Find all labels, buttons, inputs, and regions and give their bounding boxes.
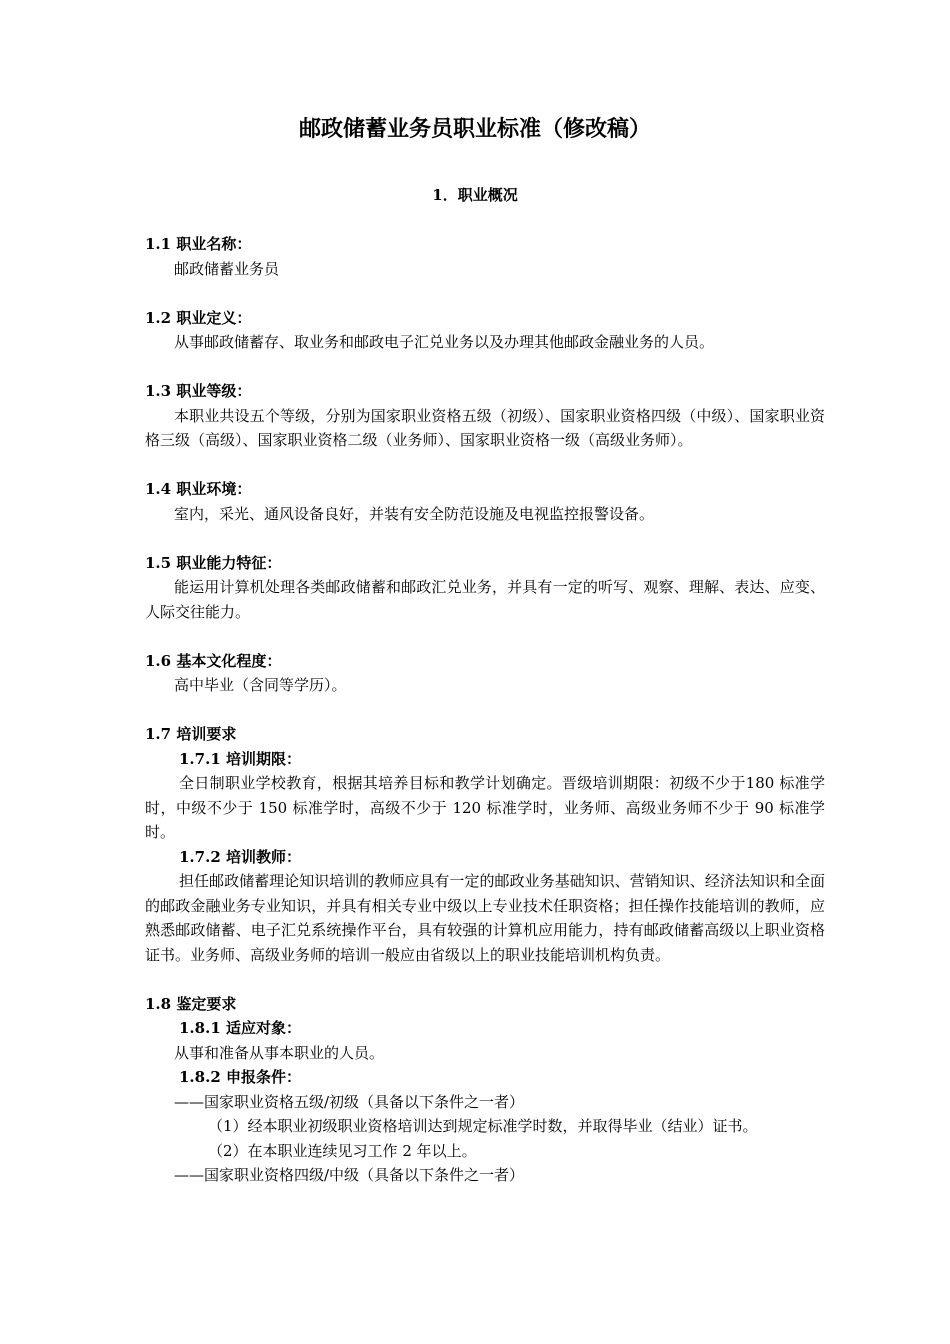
list-item: （1）经本职业初级职业资格培训达到规定标准学时数，并取得毕业（结业）证书。 (208, 1117, 758, 1135)
section-text-1-1: 邮政储蓄业务员 (174, 259, 280, 278)
section-heading-1-7-2: 1.7.2 培训教师： (179, 847, 301, 866)
document-body (145, 232, 825, 1188)
section-heading-1-6: 1.6 基本文化程度： (145, 651, 282, 670)
level5-heading: ——国家职业资格五级/初级（具备以下条件之一者） (174, 1092, 525, 1111)
section-heading-1-8-1: 1.8.1 适应对象： (179, 1019, 301, 1037)
document-title: 邮政储蓄业务员职业标准（修改稿） (298, 117, 651, 142)
section-heading-1-2: 1.2 职业定义： (145, 308, 252, 327)
section-text-1-8-1: 从事和准备从事本职业的人员。 (174, 1043, 385, 1062)
section-heading-1-7: 1.7 培训要求 (145, 725, 237, 743)
section-text-1-6: 高中毕业（含同等学历）。 (174, 676, 347, 694)
section-heading-1-3: 1.3 职业等级： (145, 382, 252, 400)
section-text-1-2: 从事邮政储蓄存、取业务和邮政电子汇兑业务以及办理其他邮政金融业务的人员。 (174, 333, 715, 351)
section-text-1-3: 本职业共设五个等级，分别为国家职业资格五级（初级）、国家职业资格四级（中级）、国家职业资格三级（高级）、国家职业资格二级（业务师）、国家职业资格一级（高级业务师）。 (145, 406, 825, 449)
section-heading-1-7-1: 1.7.1 培训期限： (179, 749, 301, 768)
chapter-heading: 1．职业概况 (432, 186, 518, 204)
section-text-1-7-2: 担任邮政储蓄理论知识培训的教师应具有一定的邮政业务基础知识、营销知识、经济法知识和全面的邮政金融业务专业知识，并具有相关专业中级以上专业技术任职资格；担任操作技能培训的教师，应熟悉邮政储蓄、电子汇兑系统操作平台，具有较强的计算机应用能力，持有邮政储蓄高级以上职业资格证书。业务师、高级业务师的培训一般应由省级以上的职业技能培训机构负责。 (145, 872, 825, 964)
section-heading-1-4: 1.4 职业环境： (145, 480, 252, 498)
section-heading-1-1: 1.1 职业名称： (145, 235, 252, 253)
section-heading-1-8-2: 1.8.2 申报条件： (179, 1068, 301, 1086)
section-text-1-5: 能运用计算机处理各类邮政储蓄和邮政汇兑业务，并具有一定的听写、观察、理解、表达、应变、人际交往能力。 (145, 578, 825, 621)
section-text-1-4: 室内，采光、通风设备良好，并装有安全防范设施及电视监控报警设备。 (174, 504, 655, 523)
section-heading-1-8: 1.8 鉴定要求 (145, 994, 237, 1013)
list-item: （2）在本职业连续见习工作 2 年以上。 (208, 1141, 477, 1160)
section-heading-1-5: 1.5 职业能力特征： (145, 553, 282, 572)
section-text-1-7-1: 全日制职业学校教育，根据其培养目标和教学计划确定。晋级培训期限：初级不少于180 标准学时，中级不少于 150 标准学时，高级不少于 120 标准学时，业务师、高级业务师不少于 90 标准学时。 (145, 774, 825, 841)
level4-heading: ——国家职业资格四级/中级（具备以下条件之一者） (174, 1166, 525, 1184)
